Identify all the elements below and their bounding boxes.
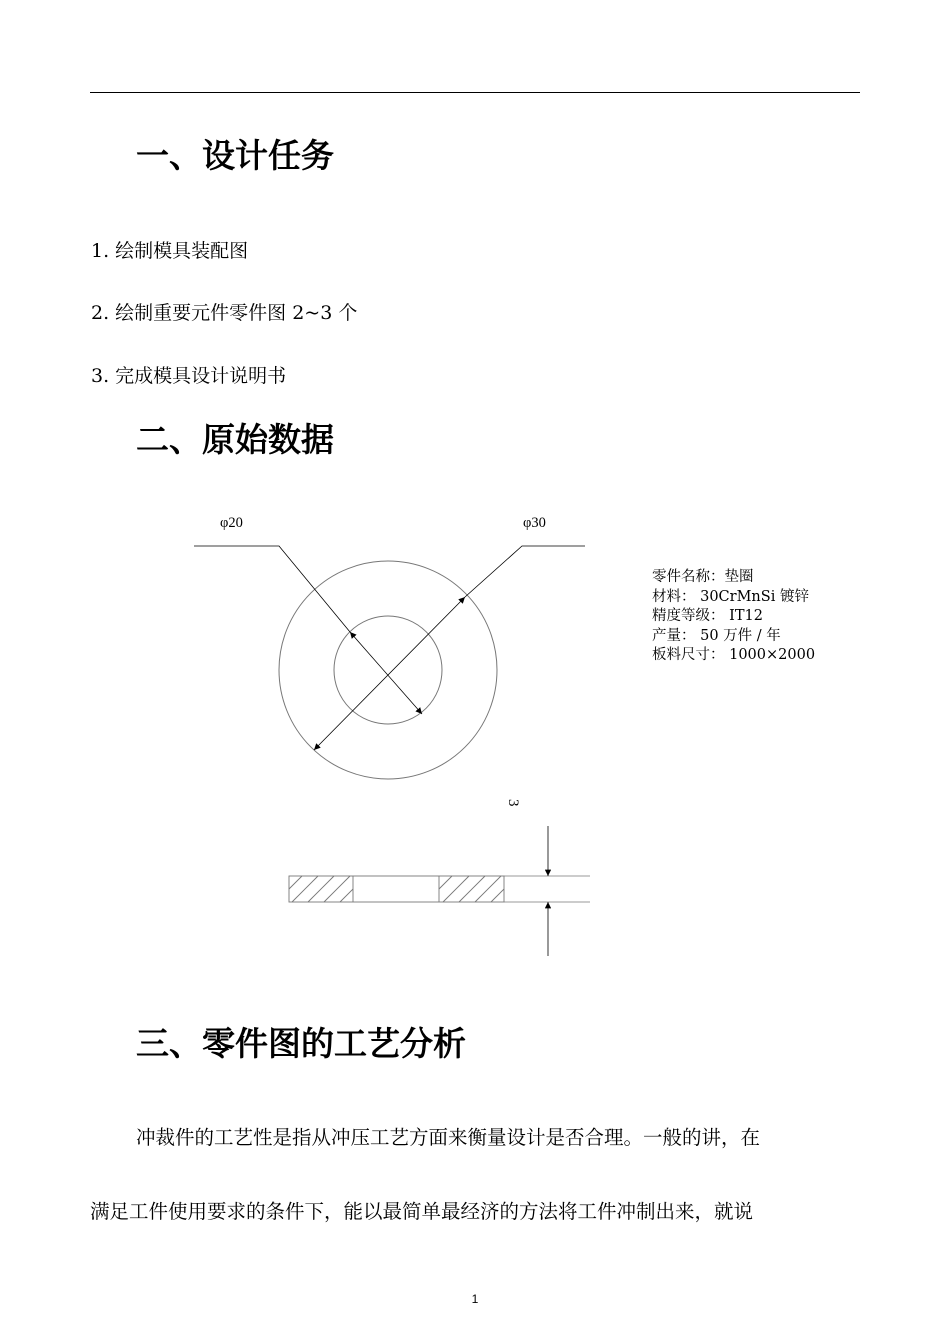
task-item-3: 3. 完成模具设计说明书 [91, 365, 287, 387]
heading-raw-data: 二、原始数据 [136, 420, 334, 459]
heading-design-task: 一、设计任务 [136, 136, 334, 175]
thickness-dim-label: 3 [505, 799, 521, 807]
inner-dim-leader [194, 546, 350, 632]
spec-material: 材料： 30CrMnSi 镀锌 [652, 588, 809, 605]
outer-dim-label: φ30 [523, 515, 546, 531]
heading-analysis: 三、零件图的工艺分析 [136, 1024, 466, 1063]
inner-dim-line [350, 632, 422, 714]
outer-dim-leader [465, 546, 585, 597]
spec-output: 产量： 50 万件 / 年 [652, 627, 781, 644]
task-item-2: 2. 绘制重要元件零件图 2~3 个 [91, 302, 358, 324]
task-item-1: 1. 绘制模具装配图 [91, 240, 249, 262]
spec-sheet-size: 板料尺寸： 1000×2000 [652, 647, 816, 664]
part-spec-block [652, 568, 815, 666]
spec-part-name: 零件名称：垫圈 [652, 569, 754, 585]
paragraph-line-2: 满足工件使用要求的条件下，能以最简单最经济的方法将工件冲制出来，就说 [90, 1200, 754, 1223]
paragraph-line-1: 冲裁件的工艺性是指从冲压工艺方面来衡量设计是否合理。一般的讲，在 [136, 1126, 761, 1149]
section-hatch-right [439, 876, 504, 902]
outer-circle [279, 561, 497, 779]
section-hatch-left [289, 876, 353, 902]
inner-dim-label: φ20 [220, 515, 243, 531]
spec-precision: 精度等级： IT12 [652, 608, 763, 625]
page-number: 1 [471, 1292, 479, 1306]
